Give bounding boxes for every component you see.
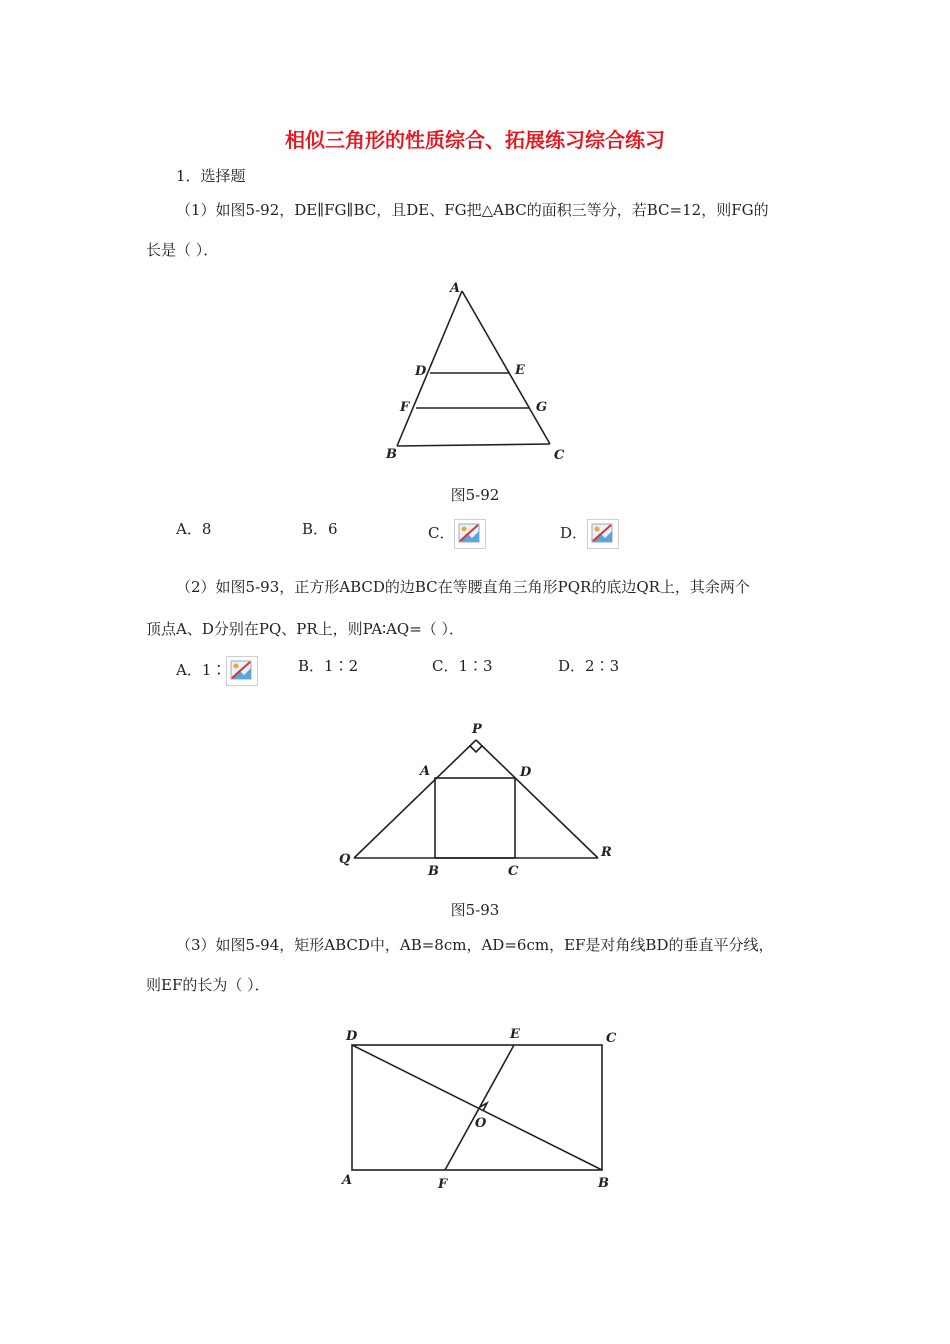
label-p: P xyxy=(472,722,482,737)
label-d: D xyxy=(520,765,532,780)
q1-option-d-label: D． xyxy=(560,524,588,542)
label-e: E xyxy=(515,363,525,378)
label-c: C xyxy=(606,1031,617,1046)
q2-option-c: C．1∶3 xyxy=(432,657,493,675)
q2-text-line1: （2）如图5-93，正方形ABCD的边BC在等腰直角三角形PQR的底边QR上，其余两个 xyxy=(176,578,750,596)
q2-option-a xyxy=(176,656,258,686)
q2-option-a-label: A．1∶ xyxy=(176,661,227,679)
q3-text-line2: 则EF的长为（ ）． xyxy=(146,976,270,994)
q1-text-line1: （1）如图5-92，DE∥FG∥BC，且DE、FG把△ABC的面积三等分，若BC=12，则FG的 xyxy=(176,201,769,219)
label-b: B xyxy=(598,1176,609,1191)
label-a: A xyxy=(450,281,461,296)
broken-image-icon xyxy=(454,519,486,549)
label-q: Q xyxy=(339,852,351,867)
q1-option-d xyxy=(560,519,619,549)
figure-caption-5-93: 图5-93 xyxy=(450,901,500,919)
label-g: G xyxy=(536,400,548,415)
figure-5-94 xyxy=(330,1018,630,1198)
q2-option-b: B．1∶2 xyxy=(298,657,359,675)
q3-text-line1: （3）如图5-94，矩形ABCD中，AB=8cm，AD=6cm，EF是对角线BD的垂直平分线， xyxy=(176,936,774,954)
label-o: O xyxy=(475,1116,487,1131)
broken-image-icon xyxy=(587,519,619,549)
right-angle-mark xyxy=(470,746,482,752)
broken-image-icon xyxy=(226,656,258,686)
q1-option-b: B．6 xyxy=(302,520,338,538)
label-f: F xyxy=(400,400,410,415)
label-c: C xyxy=(508,864,519,879)
label-a: A xyxy=(420,764,431,779)
label-d: D xyxy=(346,1029,358,1044)
label-f: F xyxy=(438,1177,448,1192)
rectangle-abcd xyxy=(352,1045,602,1170)
label-d: D xyxy=(415,364,427,379)
segment-ef xyxy=(445,1045,514,1170)
q2-option-d: D．2∶3 xyxy=(558,657,620,675)
label-a: A xyxy=(342,1173,353,1188)
figure-caption-5-92: 图5-92 xyxy=(450,486,500,504)
label-c: C xyxy=(554,448,565,463)
figure-5-92 xyxy=(380,276,570,466)
square-abcd xyxy=(435,778,515,858)
q1-option-c-label: C． xyxy=(428,524,455,542)
label-b: B xyxy=(386,447,397,462)
label-e: E xyxy=(510,1027,520,1042)
q1-text-line2: 长是（ ）． xyxy=(146,241,219,259)
label-b: B xyxy=(428,864,439,879)
q1-option-c xyxy=(428,519,486,549)
page-title: 相似三角形的性质综合、拓展练习综合练习 xyxy=(285,128,665,152)
q1-option-a: A．8 xyxy=(176,520,212,538)
figure-5-93 xyxy=(330,716,620,882)
section-heading: 1．选择题 xyxy=(176,167,246,185)
diagonal-bd xyxy=(352,1045,602,1170)
q2-text-line2: 顶点A、D分别在PQ、PR上，则PA∶AQ=（ ）． xyxy=(146,620,465,638)
label-r: R xyxy=(601,845,612,860)
triangle-pqr xyxy=(354,740,598,858)
